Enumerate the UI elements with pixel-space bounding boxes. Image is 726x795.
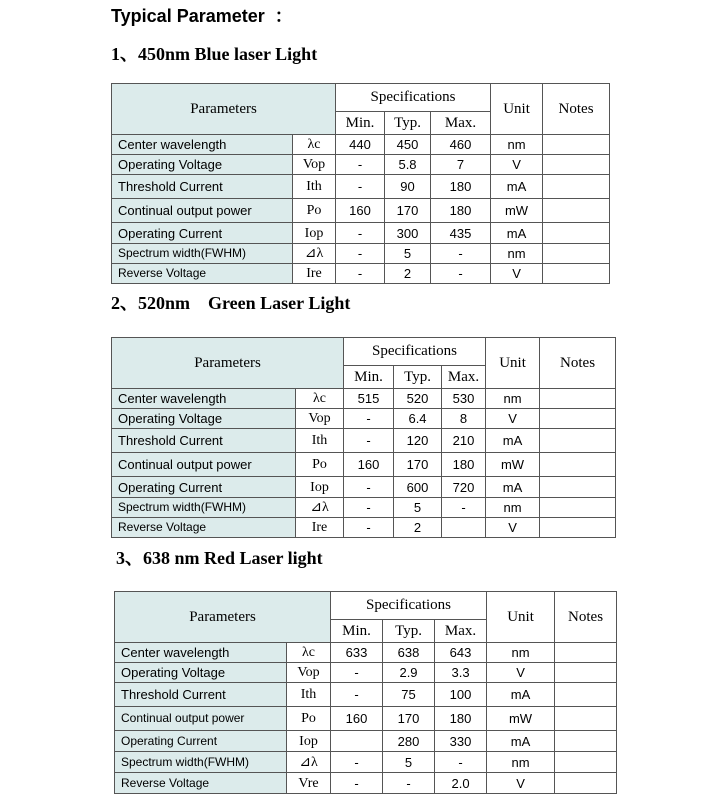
header-typ: Typ. (383, 620, 435, 643)
table-row (115, 731, 617, 752)
header-parameters: Parameters (112, 84, 336, 135)
value-unit: nm (487, 752, 555, 773)
value-notes (555, 707, 617, 731)
value-max: 720 (442, 477, 486, 498)
value-min: - (336, 155, 385, 175)
param-symbol: ⊿λ (287, 752, 331, 773)
value-unit: mA (491, 175, 543, 199)
table-row (112, 155, 610, 175)
table-row (112, 409, 616, 429)
param-symbol: Ith (293, 175, 336, 199)
value-notes (540, 453, 616, 477)
param-name: Spectrum width(FWHM) (112, 244, 293, 264)
value-unit: nm (491, 244, 543, 264)
header-notes: Notes (543, 84, 610, 135)
header-unit: Unit (486, 338, 540, 389)
value-notes (555, 773, 617, 794)
table-row (112, 264, 610, 284)
header-parameters: Parameters (115, 592, 331, 643)
param-name: Operating Voltage (115, 663, 287, 683)
value-notes (543, 264, 610, 284)
value-notes (540, 429, 616, 453)
value-notes (543, 135, 610, 155)
value-unit: V (491, 264, 543, 284)
param-symbol: Po (287, 707, 331, 731)
param-symbol: Vre (287, 773, 331, 794)
param-symbol: λc (287, 643, 331, 663)
table-row (112, 429, 616, 453)
value-min: 160 (331, 707, 383, 731)
value-max: 2.0 (435, 773, 487, 794)
value-max: 3.3 (435, 663, 487, 683)
spec-table-red (114, 591, 617, 794)
value-max: 8 (442, 409, 486, 429)
param-name: Spectrum width(FWHM) (112, 498, 296, 518)
value-unit: mA (487, 731, 555, 752)
table-row (112, 199, 610, 223)
table-row (112, 223, 610, 244)
table-row (112, 135, 610, 155)
value-typ: 450 (385, 135, 431, 155)
spec-table-green (111, 337, 616, 538)
param-name: Center wavelength (115, 643, 287, 663)
value-notes (555, 752, 617, 773)
table-row (115, 643, 617, 663)
param-name: Operating Current (115, 731, 287, 752)
value-typ: 5 (385, 244, 431, 264)
value-typ: 5 (394, 498, 442, 518)
value-typ: 600 (394, 477, 442, 498)
value-min: - (344, 477, 394, 498)
value-unit: V (487, 663, 555, 683)
param-name: Continual output power (112, 453, 296, 477)
value-notes (540, 409, 616, 429)
value-unit: mA (491, 223, 543, 244)
value-unit: V (491, 155, 543, 175)
table-row (115, 683, 617, 707)
header-max: Max. (431, 112, 491, 135)
value-max: 460 (431, 135, 491, 155)
value-min: - (344, 429, 394, 453)
section-title-green: 2、520nm Green Laser Light (111, 293, 351, 313)
header-unit: Unit (487, 592, 555, 643)
header-max: Max. (442, 366, 486, 389)
param-name: Continual output power (115, 707, 287, 731)
header-specifications: Specifications (331, 592, 487, 620)
header-specifications: Specifications (336, 84, 491, 112)
value-min: - (331, 752, 383, 773)
param-name: Reverse Voltage (112, 264, 293, 284)
value-typ: 170 (383, 707, 435, 731)
value-max (442, 518, 486, 538)
value-typ: - (383, 773, 435, 794)
param-symbol: Iop (296, 477, 344, 498)
value-max: 180 (431, 175, 491, 199)
value-max: - (442, 498, 486, 518)
value-notes (540, 518, 616, 538)
param-name: Center wavelength (112, 135, 293, 155)
value-typ: 638 (383, 643, 435, 663)
table-row (112, 389, 616, 409)
value-notes (540, 498, 616, 518)
value-typ: 5 (383, 752, 435, 773)
param-name: Reverse Voltage (115, 773, 287, 794)
value-max: 180 (431, 199, 491, 223)
header-notes: Notes (540, 338, 616, 389)
table-row (115, 752, 617, 773)
value-unit: mW (491, 199, 543, 223)
param-name: Operating Voltage (112, 155, 293, 175)
table-row (112, 244, 610, 264)
value-max: 7 (431, 155, 491, 175)
value-min: - (331, 773, 383, 794)
value-notes (543, 199, 610, 223)
param-symbol: Ire (296, 518, 344, 538)
table-row (112, 498, 616, 518)
value-typ: 120 (394, 429, 442, 453)
value-min: 440 (336, 135, 385, 155)
value-min: 160 (336, 199, 385, 223)
param-symbol: ⊿λ (296, 498, 344, 518)
param-name: Operating Current (112, 477, 296, 498)
param-name: Center wavelength (112, 389, 296, 409)
value-min: 160 (344, 453, 394, 477)
param-symbol: Po (293, 199, 336, 223)
value-notes (555, 683, 617, 707)
param-symbol: Iop (293, 223, 336, 244)
value-notes (543, 175, 610, 199)
param-name: Continual output power (112, 199, 293, 223)
value-unit: nm (486, 389, 540, 409)
value-max: 330 (435, 731, 487, 752)
value-unit: V (486, 409, 540, 429)
value-notes (540, 477, 616, 498)
value-typ: 90 (385, 175, 431, 199)
param-symbol: λc (296, 389, 344, 409)
value-min: - (331, 683, 383, 707)
value-unit: nm (486, 498, 540, 518)
value-unit: mW (486, 453, 540, 477)
value-max: 435 (431, 223, 491, 244)
header-notes: Notes (555, 592, 617, 643)
value-unit: V (487, 773, 555, 794)
header-min: Min. (336, 112, 385, 135)
section-title-red: 3、638 nm Red Laser light (116, 548, 323, 568)
page-title: Typical Parameter ： (111, 6, 293, 26)
param-symbol: Vop (287, 663, 331, 683)
value-min: 515 (344, 389, 394, 409)
header-min: Min. (344, 366, 394, 389)
header-row (112, 338, 616, 366)
value-typ: 520 (394, 389, 442, 409)
value-typ: 300 (385, 223, 431, 244)
value-typ: 2 (394, 518, 442, 538)
param-name: Threshold Current (112, 175, 293, 199)
value-min: 633 (331, 643, 383, 663)
param-symbol: Vop (293, 155, 336, 175)
value-min: - (336, 175, 385, 199)
value-unit: nm (491, 135, 543, 155)
spec-table-blue (111, 83, 610, 284)
value-typ: 2 (385, 264, 431, 284)
table-row (115, 663, 617, 683)
value-notes (540, 389, 616, 409)
param-name: Reverse Voltage (112, 518, 296, 538)
table-row (115, 773, 617, 794)
header-row (112, 84, 610, 112)
header-max: Max. (435, 620, 487, 643)
param-symbol: Ire (293, 264, 336, 284)
value-typ: 2.9 (383, 663, 435, 683)
header-typ: Typ. (385, 112, 431, 135)
param-symbol: Iop (287, 731, 331, 752)
value-max: - (431, 264, 491, 284)
param-name: Threshold Current (115, 683, 287, 707)
value-notes (543, 223, 610, 244)
value-notes (543, 155, 610, 175)
header-min: Min. (331, 620, 383, 643)
param-name: Operating Voltage (112, 409, 296, 429)
value-max: 100 (435, 683, 487, 707)
value-max: 180 (442, 453, 486, 477)
value-max: 210 (442, 429, 486, 453)
value-unit: mA (486, 477, 540, 498)
value-typ: 6.4 (394, 409, 442, 429)
value-unit: mA (487, 683, 555, 707)
value-max: 180 (435, 707, 487, 731)
value-unit: mA (486, 429, 540, 453)
value-unit: nm (487, 643, 555, 663)
param-symbol: λc (293, 135, 336, 155)
param-name: Spectrum width(FWHM) (115, 752, 287, 773)
value-min: - (336, 244, 385, 264)
param-symbol: Vop (296, 409, 344, 429)
value-min: - (336, 223, 385, 244)
param-name: Threshold Current (112, 429, 296, 453)
value-min: - (331, 663, 383, 683)
header-row (115, 592, 617, 620)
value-max: - (431, 244, 491, 264)
value-typ: 280 (383, 731, 435, 752)
value-typ: 75 (383, 683, 435, 707)
value-min: - (344, 409, 394, 429)
value-notes (543, 244, 610, 264)
param-symbol: Ith (296, 429, 344, 453)
param-symbol: Ith (287, 683, 331, 707)
value-notes (555, 663, 617, 683)
value-max: 643 (435, 643, 487, 663)
header-specifications: Specifications (344, 338, 486, 366)
param-symbol: ⊿λ (293, 244, 336, 264)
value-max: - (435, 752, 487, 773)
value-max: 530 (442, 389, 486, 409)
table-row (112, 453, 616, 477)
value-min: - (344, 498, 394, 518)
value-typ: 5.8 (385, 155, 431, 175)
value-typ: 170 (394, 453, 442, 477)
header-unit: Unit (491, 84, 543, 135)
value-min (331, 731, 383, 752)
value-min: - (336, 264, 385, 284)
table-row (112, 477, 616, 498)
value-notes (555, 731, 617, 752)
param-symbol: Po (296, 453, 344, 477)
table-row (115, 707, 617, 731)
value-min: - (344, 518, 394, 538)
value-typ: 170 (385, 199, 431, 223)
header-parameters: Parameters (112, 338, 344, 389)
value-notes (555, 643, 617, 663)
header-typ: Typ. (394, 366, 442, 389)
param-name: Operating Current (112, 223, 293, 244)
section-title-blue: 1、450nm Blue laser Light (111, 44, 318, 64)
table-row (112, 518, 616, 538)
value-unit: mW (487, 707, 555, 731)
value-unit: V (486, 518, 540, 538)
table-row (112, 175, 610, 199)
